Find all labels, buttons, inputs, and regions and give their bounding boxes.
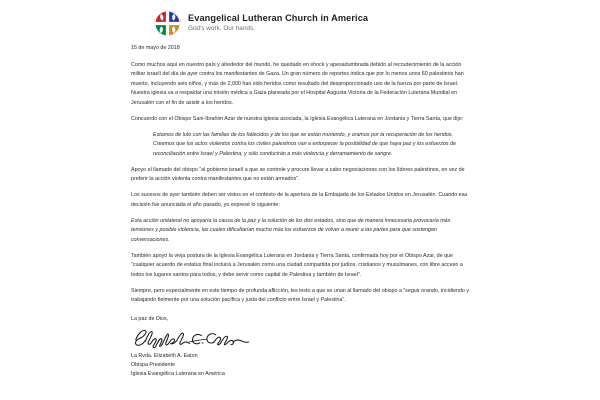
signer-organization: Iglesia Evangélica Luterana en América <box>131 370 225 377</box>
signer-name: La Rvda. Elizabeth A. Eaton <box>131 353 198 359</box>
letter-blockquote: Estamos de luto con las familias de los fallecidos y de los que se están muriendo, y oramos por la recuperación de los heridos. Creemos que los actos violentos contra los civiles palestinos van a entorpecer la posibilidad de que haya paz y los esfuerzos de reconciliación entre Israel y Palestina, y sólo conducirán a más violencia y derramamiento de sangre. <box>153 131 456 157</box>
letter-blockquote: Esta acción unilateral no apoyaría la causa de la paz y la solución de los dos estados, sino que de manera innecesaria provocaría más tensiones y posible violencia, las cuales dificultarían mucho más los esfuerzos de volver a reunir a las partes para que sostengan conversaciones. <box>131 217 451 243</box>
letter-closing: La paz de Dios, <box>131 315 169 322</box>
elca-cross-globe-icon <box>154 10 181 37</box>
letter-paragraph: También apoyo la vieja postura de la Iglesia Evangélica Luterana en Jordania y Tierra Santa, confirmada hoy por el Obispo Azar, de que “cualquier acuerdo de estatus final incluirá a Jerusalén como una ciudad compartida por judíos, cristianos y musulmanes, con libre acceso a todos los lugares santos para todos, y debe servir como capital de Palestina y también de Israel”. <box>131 252 463 278</box>
letter-body <box>131 44 471 379</box>
letter-paragraph: Como muchos aquí en nuestro país y alrededor del mundo, he quedado en shock y apesadumbrada debido al recrudecimiento de la acción militar israelí del día de ayer contra los manifestantes de Gaza. Un gran número de reportes indica que por lo menos unos 60 palestinos han muerto, incluyendo seis niños, y más de 2,000 han sido heridos como resultado del desproporcionado uso de la fuerza por parte de Israel. Nuestra iglesia va a respaldar una misión médica a Gaza planeada por el Hospital Augusta Victoria de la Federación Luterana Mundial en Jerusalén con el fin de asistir a los heridos. <box>131 61 464 106</box>
letter-paragraph: Los sucesos de ayer también deben ser vistos en el contexto de la apertura de la Embajada de los Estados Unidos en Jerusalén. Cuando esa decisión fue anunciada el año pasado, yo expresé lo siguiente: <box>131 192 468 208</box>
signer-title: Obispa Presidente <box>131 361 175 368</box>
letterhead <box>0 0 600 37</box>
letter-paragraph: Siempre, pero especialmente en este tiempo de profunda aflicción, les insto a que se unan al llamado del obispo a “seguir orando, incidiendo y trabajando fielmente por una solución pacífica y justa del conflicto entre Israel y Palestina”. <box>131 287 470 303</box>
letter-paragraph: Apoyo el llamado del obispo “al gobierno israelí a que se controle y procure llevar a cabo negociaciones con los líderes palestinos, en vez de preferir la acción violenta contra manifestantes que no están armados”. <box>131 166 465 182</box>
organization-name: Evangelical Lutheran Church in America <box>188 13 369 24</box>
handwritten-signature <box>131 325 471 351</box>
letter-date: 15 de mayo de 2018 <box>131 45 180 51</box>
brand-text-block <box>188 14 368 33</box>
organization-tagline: God's work. Our hands. <box>188 25 255 33</box>
letter-paragraph: Concuerdo con el Obispo Sani-Ibrahim Azar de nuestra iglesia asociada, la Iglesia Evangélica Luterana en Jordania y Tierra Santa, que dijo: <box>131 115 464 122</box>
